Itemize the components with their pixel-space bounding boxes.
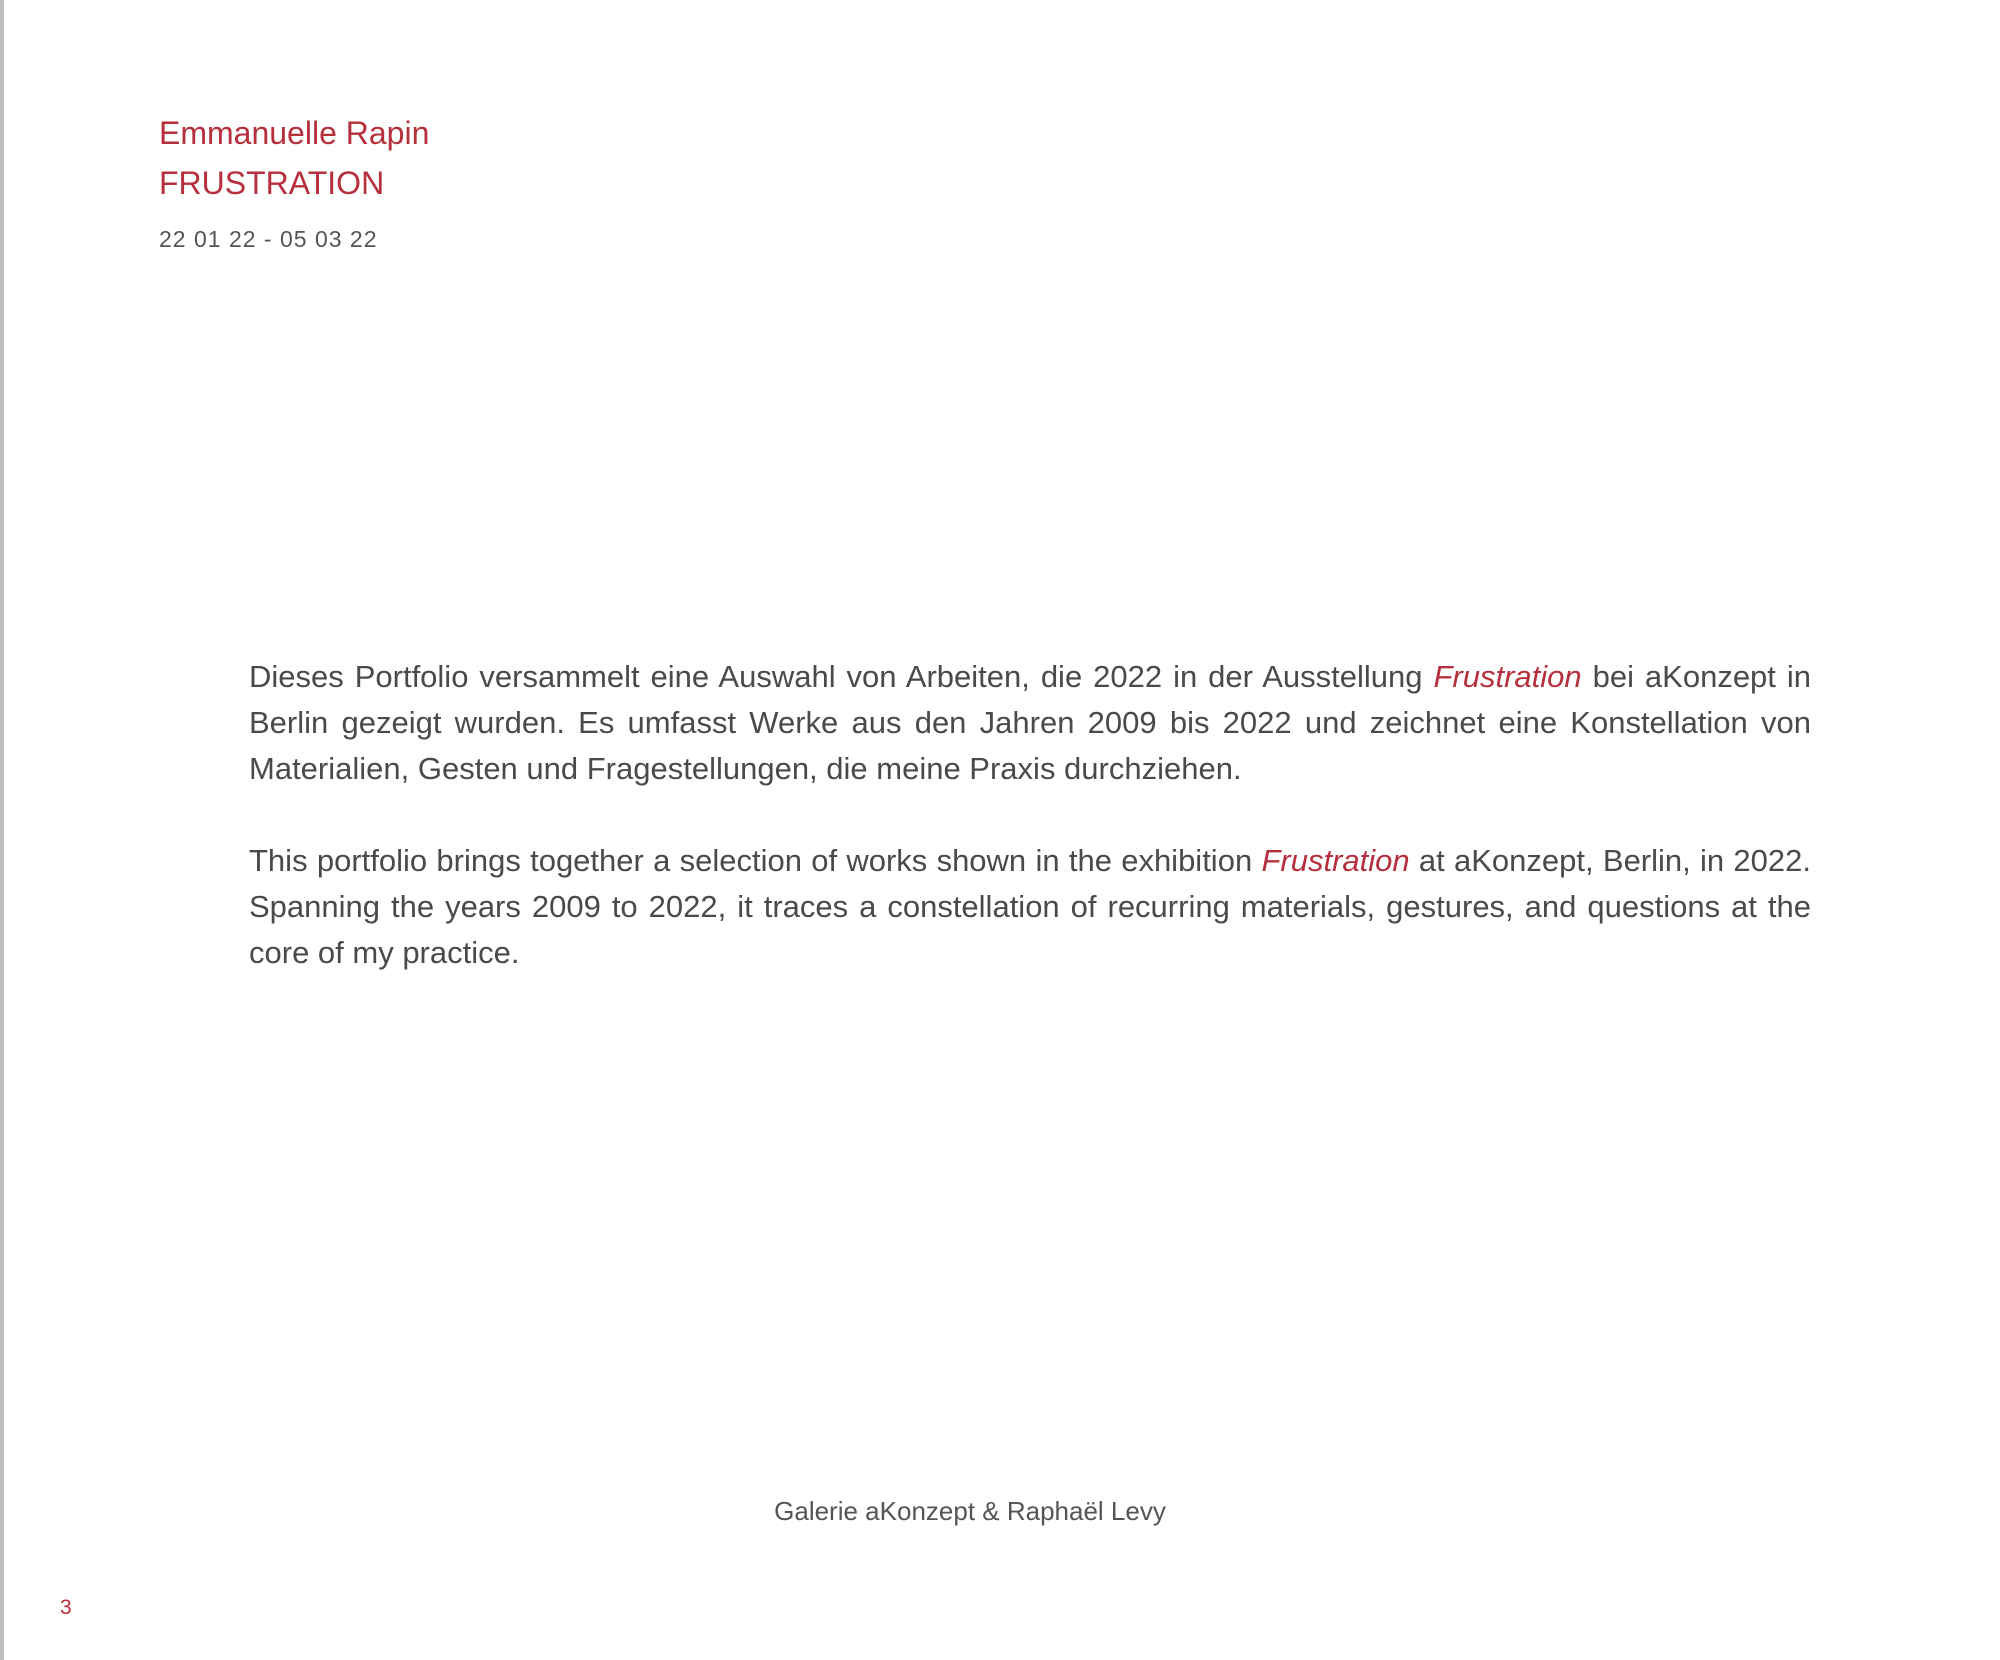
footer-credit: Galerie aKonzept & Raphaël Levy <box>774 1496 1166 1526</box>
exhibition-title: FRUSTRATION <box>159 165 385 201</box>
english-text-before: This portfolio brings together a selection of works shown in the exhibition <box>249 843 1262 878</box>
page-number: 3 <box>60 1596 72 1619</box>
artist-name: Emmanuelle Rapin <box>159 115 430 151</box>
exhibition-dates: 22 01 22 - 05 03 22 <box>159 226 378 252</box>
german-text-after: bei aKonzept in Berlin gezeigt wurden. Es umfasst Werke aus den Jahren 2009 bis 2022 und zeichnet eine Konstellation von Materialien, Gesten und Fragestellungen, die meine Praxis durchziehen. <box>249 659 1812 786</box>
paragraph-german <box>249 654 1811 792</box>
english-text-after: at aKonzept, Berlin, in 2022. Spanning the years 2009 to 2022, it traces a constellation of recurring materials, gestures, and questions at the core of my practice. <box>249 843 1811 970</box>
intro-text <box>249 654 1811 1022</box>
paragraph-english <box>249 838 1811 976</box>
left-edge-rule <box>0 0 4 1660</box>
german-emphasis: Frustration <box>1433 659 1582 694</box>
german-text-before: Dieses Portfolio versammelt eine Auswahl von Arbeiten, die 2022 in der Ausstellung <box>249 659 1434 694</box>
header <box>159 108 429 253</box>
english-emphasis: Frustration <box>1261 843 1410 878</box>
